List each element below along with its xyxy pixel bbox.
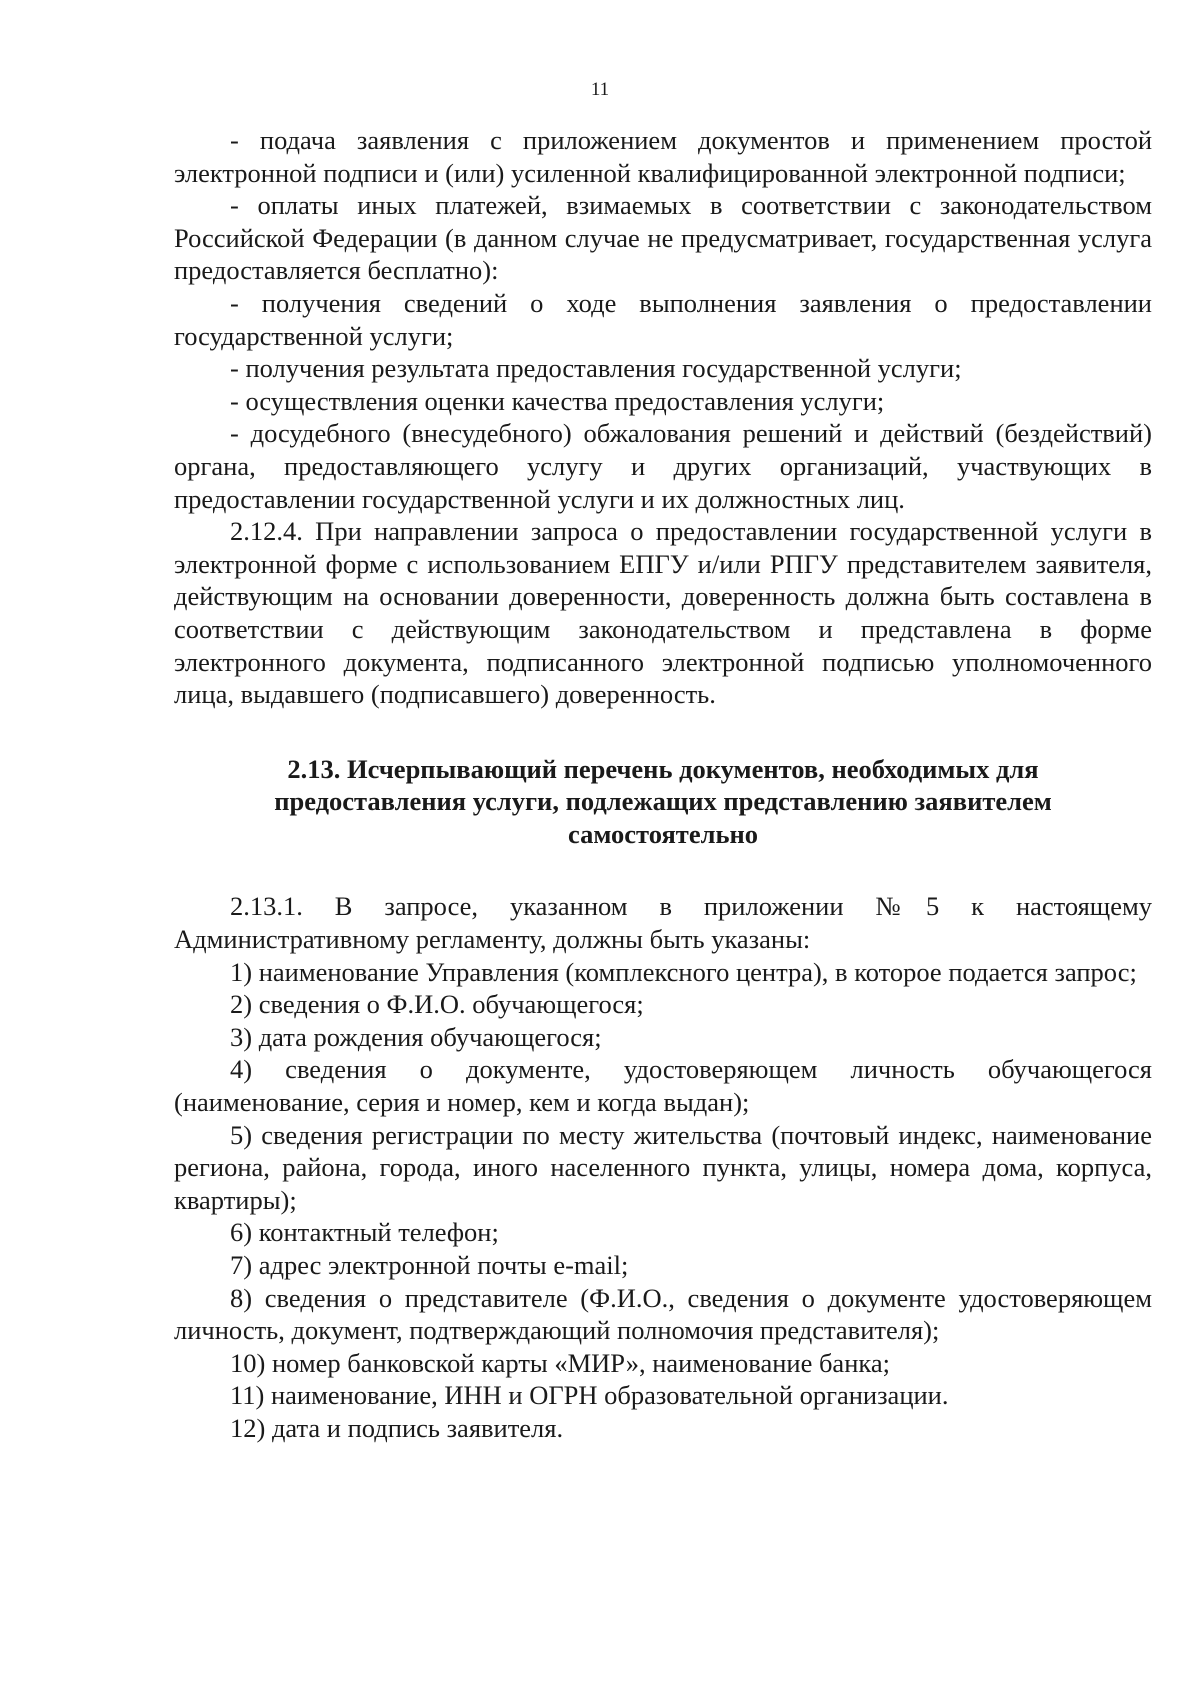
list-item: 10) номер банковской карты «МИР», наименование банка;: [230, 1347, 890, 1378]
list-item: 3) дата рождения обучающегося;: [230, 1021, 602, 1052]
list-item: 6) контактный телефон;: [230, 1217, 499, 1248]
list-item: 8) сведения о представителе (Ф.И.О., сведения о документе удостоверяющем личность, документ, подтверждающий полномочия представителя);: [174, 1282, 1152, 1346]
paragraph: - подача заявления с приложением документов и применением простой электронной подписи и (или) усиленной квалифицированной электронной подписи;: [174, 125, 1152, 188]
paragraph: - досудебного (внесудебного) обжалования решений и действий (бездействий) органа, предоставляющего услугу и других организаций, участвующих в предоставлении государственной услуги и их должностных лиц.: [174, 418, 1152, 514]
document-body: [174, 124, 1152, 1445]
paragraph: - получения сведений о ходе выполнения заявления о предоставлении государственной услуги;: [174, 287, 1152, 351]
section-block: [174, 890, 1152, 1444]
list-item: 4) сведения о документе, удостоверяющем личность обучающегося (наименование, серия и номер, кем и когда выдан);: [174, 1054, 1152, 1118]
section-heading: 2.13. Исчерпывающий перечень документов, необходимых для предоставления услуги, подлежащих представлению заявителем самостоятельно: [274, 753, 1052, 849]
list-item: 1) наименование Управления (комплексного центра), в которое подается запрос;: [230, 956, 1137, 987]
list-item: 5) сведения регистрации по месту жительства (почтовый индекс, наименование региона, района, города, иного населенного пункта, улицы, номера дома, корпуса, квартиры);: [174, 1119, 1152, 1215]
paragraph: - осуществления оценки качества предоставления услуги;: [230, 385, 885, 416]
paragraph: - оплаты иных платежей, взимаемых в соответствии с законодательством Российской Федерации (в данном случае не предусматривает, государственная услуга предоставляется бесплатно):: [174, 190, 1152, 286]
list-item: 12) дата и подпись заявителя.: [230, 1412, 564, 1443]
list-item: 2) сведения о Ф.И.О. обучающегося;: [230, 989, 644, 1020]
paragraph: 2.13.1. В запросе, указанном в приложении №5 к настоящему Административному регламенту, должны быть указаны:: [174, 891, 1152, 955]
list-item: 11) наименование, ИНН и ОГРН образовательной организации.: [230, 1380, 949, 1411]
list-item: 7) адрес электронной почты e-mail;: [230, 1250, 629, 1280]
page-number: 11: [590, 79, 610, 100]
paragraph: 2.12.4. При направлении запроса о предоставлении государственной услуги в электронной форме с использованием ЕПГУ и/или РПГУ представителем заявителя, действующим на основании доверенности, доверенность должна быть составлена в соответствии с действующим законодательством и представлена в форме электронного документа, подписанного электронной подписью уполномоченного лица, выдавшего (подписавшего) доверенность.: [174, 516, 1152, 710]
paragraph: - получения результата предоставления государственной услуги;: [230, 353, 962, 384]
top-block: [174, 124, 1152, 711]
